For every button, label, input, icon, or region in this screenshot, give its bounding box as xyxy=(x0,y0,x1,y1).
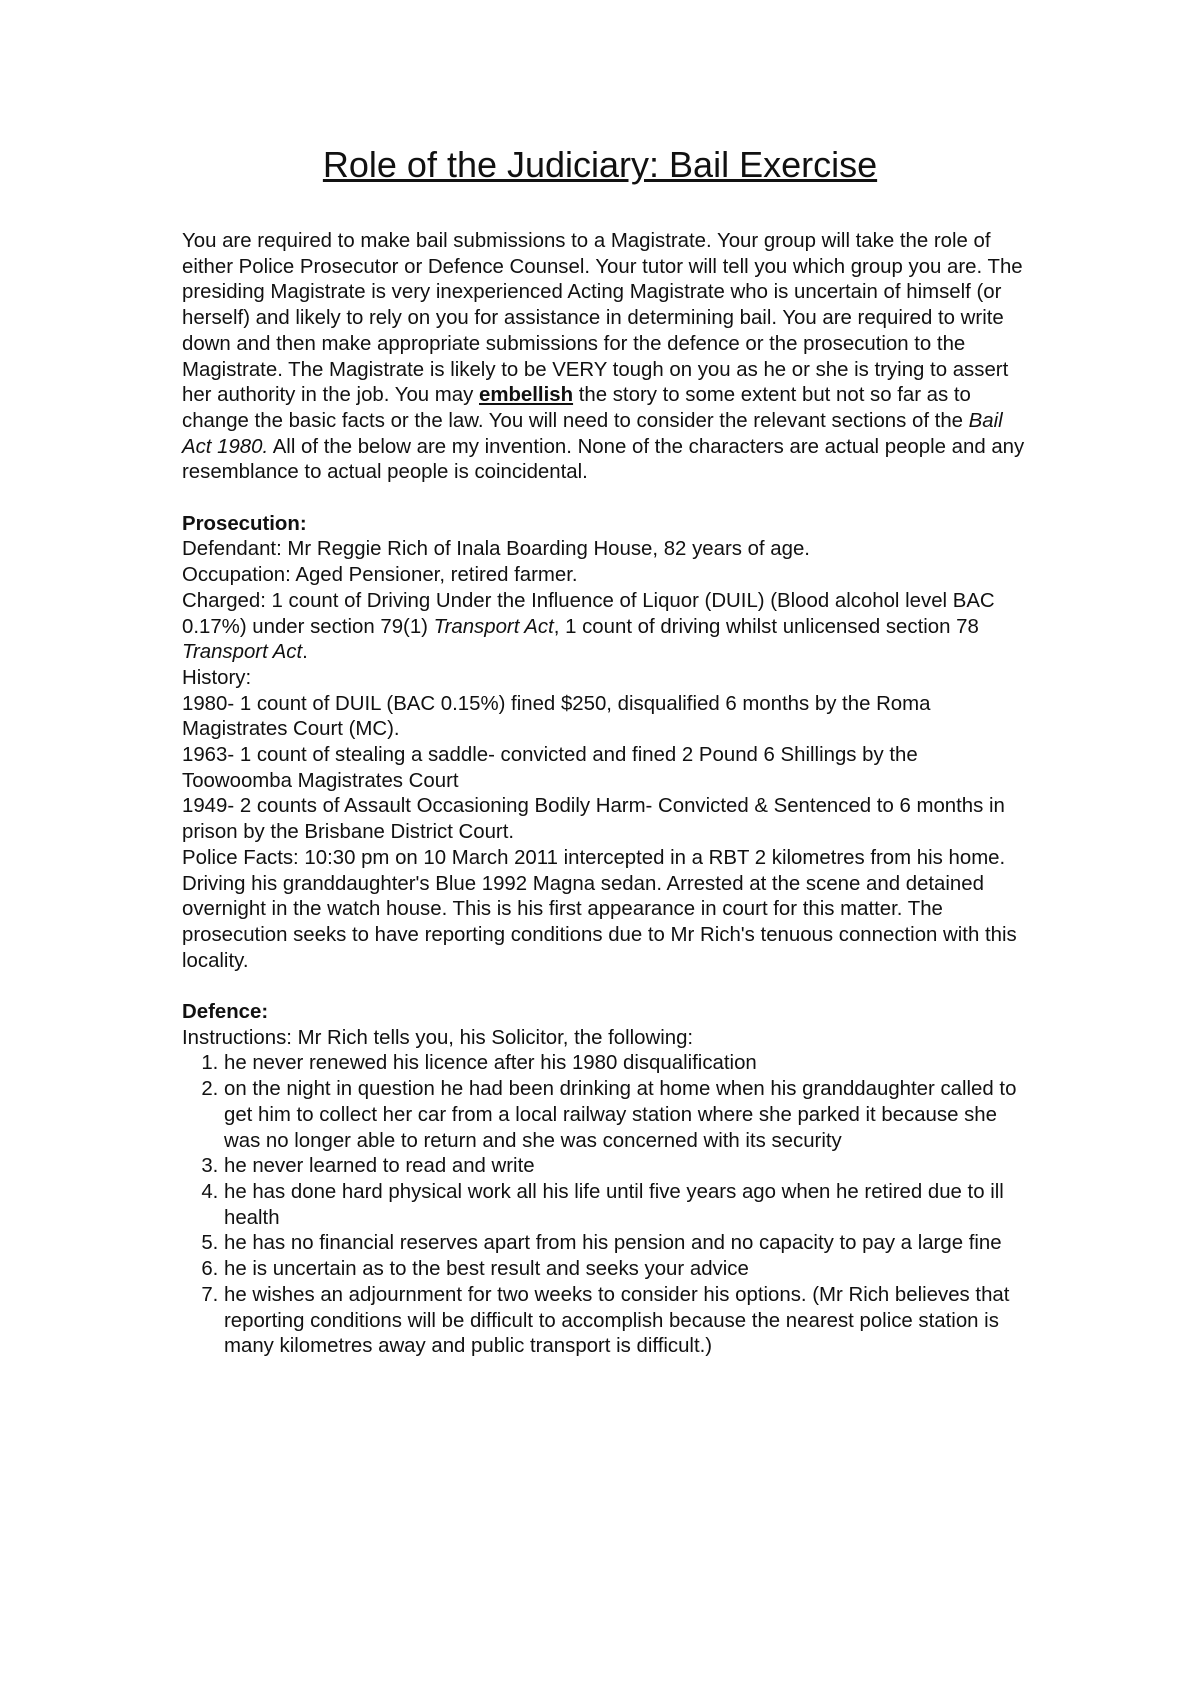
defendant-line: Defendant: Mr Reggie Rich of Inala Boarding House, 82 years of age. xyxy=(182,538,810,561)
occupation-line: Occupation: Aged Pensioner, retired farmer. xyxy=(182,564,578,587)
list-item: 2. on the night in question he had been drinking at home when his granddaughter called to get him to collect her car from a local railway station where she parked it because she was no longer able to return and she was concerned with its security xyxy=(224,1077,1032,1154)
charged-line xyxy=(182,589,1032,666)
intro-text-3: All of the below are my invention. None of the characters are actual people and any resemblance to actual people is coincidental. xyxy=(182,435,1025,484)
list-item: 3. he never learned to read and write xyxy=(224,1154,1032,1180)
list-item: 4. he has done hard physical work all his life until five years ago when he retired due to ill health xyxy=(224,1180,1032,1231)
intro-paragraph xyxy=(182,229,1032,486)
history-entry: 1980- 1 count of DUIL (BAC 0.15%) fined $250, disqualified 6 months by the Roma Magistrates Court (MC). xyxy=(182,692,931,741)
history-entry: 1949- 2 counts of Assault Occasioning Bodily Harm- Convicted & Sentenced to 6 months in prison by the Brisbane District Court. xyxy=(182,795,1005,844)
police-facts: Police Facts: 10:30 pm on 10 March 2011 intercepted in a RBT 2 kilometres from his home. Driving his granddaughter's Blue 1992 Magna sedan. Arrested at the scene and detained overnight in the watch house. This is his first appearance in court for this matter. The prosecution seeks to have reporting conditions due to Mr Rich's tenuous connection with this locality. xyxy=(182,846,1017,972)
list-item: 7. he wishes an adjournment for two weeks to consider his options. (Mr Rich believes that reporting conditions will be difficult to accomplish because the nearest police station is many kilometres away and public transport is difficult.) xyxy=(224,1283,1032,1360)
history-entry: 1963- 1 count of stealing a saddle- convicted and fined 2 Pound 6 Shillings by the Toowoomba Magistrates Court xyxy=(182,744,918,792)
charged-text-2: , 1 count of driving whilst unlicensed section 78 xyxy=(553,615,979,638)
charged-act-2: Transport Act xyxy=(182,641,303,664)
intro-text-1: You are required to make bail submissions to a Magistrate. Your group will take the role of either Police Prosecutor or Defence Counsel. Your tutor will tell you which group you are. The presiding Magistrate is very inexperienced Acting Magistrate who is uncertain of himself (or herself) and likely to rely on you for assistance in determining bail. You are required to write down and then make appropriate submissions for the defence or the prosecution to the Magistrate. The Magistrate is likely to be VERY tough on you as he or she is trying to assert her authority in the job. You may xyxy=(182,230,1023,407)
page-title: Role of the Judiciary: Bail Exercise xyxy=(322,144,878,185)
charged-text-3: . xyxy=(302,641,308,664)
instructions-line: Instructions: Mr Rich tells you, his Solicitor, the following: xyxy=(182,1026,694,1049)
instructions-list xyxy=(182,1051,1032,1359)
history-label: History: xyxy=(182,666,252,689)
list-item: 6. he is uncertain as to the best result and seeks your advice xyxy=(224,1257,1032,1283)
charged-act-1: Transport Act xyxy=(433,615,554,638)
intro-text-2: the story to some extent but not so far as to change the basic facts or the law. You will need to consider the relevant sections of the xyxy=(182,384,971,432)
prosecution-heading: Prosecution: xyxy=(182,512,307,535)
intro-act-name: Bail Act 1980. xyxy=(182,409,1003,458)
list-item: 1. he never renewed his licence after his 1980 disqualification xyxy=(224,1051,1032,1077)
document-body xyxy=(182,229,1032,1360)
defence-heading: Defence: xyxy=(182,1001,269,1024)
list-item: 5. he has no financial reserves apart from his pension and no capacity to pay a large fine xyxy=(224,1231,1032,1257)
intro-emphasis: embellish xyxy=(479,384,574,407)
charged-text-1: Charged: 1 count of Driving Under the Influence of Liquor (DUIL) (Blood alcohol level BAC 0.17%) under section 79(1) xyxy=(182,589,995,638)
